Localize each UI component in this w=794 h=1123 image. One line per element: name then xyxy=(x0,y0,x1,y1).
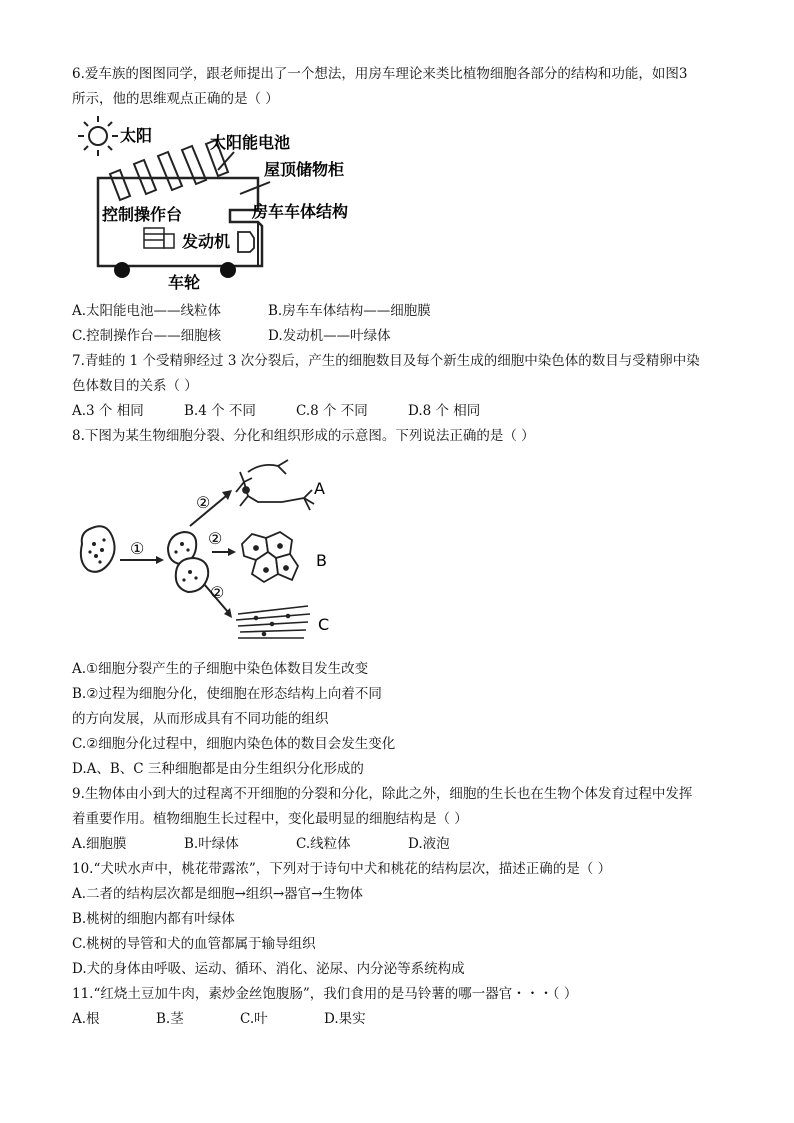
q8-option-a: A.①细胞分裂产生的子细胞中染色体数目发生改变 xyxy=(72,661,369,677)
q6-option-b: B.房车车体结构——细胞膜 xyxy=(268,303,431,319)
q10-option-a: A.二者的结构层次都是细胞→组织→器官→生物体 xyxy=(72,886,363,902)
wheel-label: 车轮 xyxy=(168,273,201,292)
sun-label: 太阳 xyxy=(120,126,153,145)
muscle-fibers xyxy=(236,606,310,638)
q9-stem-line2: 着重要作用。植物细胞生长过程中，变化最明显的细胞结构是（ ） xyxy=(72,811,468,827)
wheel-icon-rear xyxy=(220,262,236,278)
q8-option-b-line2: 的方向发展，从而形成具有不同功能的组织 xyxy=(72,711,329,727)
q10-stem: 10.“犬吠水声中，桃花带露浓”，下列对于诗句中犬和桃花的结构层次，描述正确的是（ ） xyxy=(72,861,612,877)
step1-label: ① xyxy=(130,539,145,558)
q8-stem: 8.下图为某生物细胞分裂、分化和组织形成的示意图。下列说法正确的是（ ） xyxy=(72,428,535,444)
cell-differentiation-figure xyxy=(72,452,352,650)
q6-option-a: A.太阳能电池——线粒体 xyxy=(72,303,222,319)
q8-option-d: D.A、B、C 三种细胞都是由分生组织分化形成的 xyxy=(72,761,364,777)
q6-stem-line1: 6.爱车族的图图同学，跟老师提出了一个想法，用房车理论来类比植物细胞各部分的结构和功能，如图3 xyxy=(72,66,688,82)
q9-option-d: D.液泡 xyxy=(408,836,450,852)
q11-option-a: A.根 xyxy=(72,1011,100,1027)
console-icon xyxy=(144,228,174,248)
sun-icon xyxy=(78,116,118,156)
body-structure-label: 房车车体结构 xyxy=(252,202,349,221)
q7-option-a: A.3 个 相同 xyxy=(72,403,144,419)
q11-option-d: D.果实 xyxy=(324,1011,366,1027)
q10-option-c: C.桃树的导管和犬的血管都属于输导组织 xyxy=(72,936,316,952)
q9-option-b: B.叶绿体 xyxy=(184,836,239,852)
wheel-icon-front xyxy=(114,262,130,278)
q9-stem-line1: 9.生物体由小到大的过程离不开细胞的分裂和分化，除此之外，细胞的生长也在生物个体发育过程中发挥 xyxy=(72,786,693,802)
neuron-cells xyxy=(236,460,314,510)
engine-icon xyxy=(238,232,254,252)
q9-option-c: C.线粒体 xyxy=(296,836,351,852)
roof-cabinet-label: 屋顶储物柜 xyxy=(264,160,345,179)
q11-option-c: C.叶 xyxy=(240,1011,268,1027)
q10-option-b: B.桃树的细胞内都有叶绿体 xyxy=(72,911,235,927)
q9-option-a: A.细胞膜 xyxy=(72,836,127,852)
label-b: B xyxy=(316,551,327,570)
daughter-cells xyxy=(168,532,208,592)
q8-option-c: C.②细胞分化过程中，细胞内染色体的数目会发生变化 xyxy=(72,736,396,752)
q6-option-d: D.发动机——叶绿体 xyxy=(268,328,391,344)
label-a: A xyxy=(314,479,325,498)
q11-stem: 11.“红烧土豆加牛肉，素炒金丝饱腹肠”，我们食用的是马铃薯的哪一器官・・・（ ） xyxy=(72,986,578,1002)
cell-cluster xyxy=(242,532,298,582)
label-c: C xyxy=(318,615,330,634)
q6-option-c: C.控制操作台——细胞核 xyxy=(72,328,222,344)
single-cell xyxy=(81,526,115,572)
solar-panel-label: 太阳能电池 xyxy=(210,133,291,152)
step2-label-b: ② xyxy=(208,529,223,548)
engine-label: 发动机 xyxy=(182,232,231,251)
rv-analogy-figure xyxy=(72,114,372,292)
step2-label-c: ② xyxy=(210,583,225,602)
step2-label-a: ② xyxy=(196,493,211,512)
console-label: 控制操作台 xyxy=(102,205,183,224)
q6-stem-line2: 所示，他的思维观点正确的是（ ） xyxy=(72,91,279,107)
q11-option-b: B.茎 xyxy=(156,1011,184,1027)
q7-stem-line1: 7.青蛙的 1 个受精卵经过 3 次分裂后，产生的细胞数目及每个新生成的细胞中染色体的数目与受精卵中染 xyxy=(72,353,700,369)
q7-option-d: D.8 个 相同 xyxy=(408,403,481,419)
q7-option-b: B.4 个 不同 xyxy=(184,403,256,419)
q8-option-b-line1: B.②过程为细胞分化，使细胞在形态结构上向着不同 xyxy=(72,686,382,702)
q10-option-d: D.犬的身体由呼吸、运动、循环、消化、泌尿、内分泌等系统构成 xyxy=(72,961,465,977)
q7-stem-line2: 色体数目的关系（ ） xyxy=(72,378,198,394)
q7-option-c: C.8 个 不同 xyxy=(296,403,368,419)
